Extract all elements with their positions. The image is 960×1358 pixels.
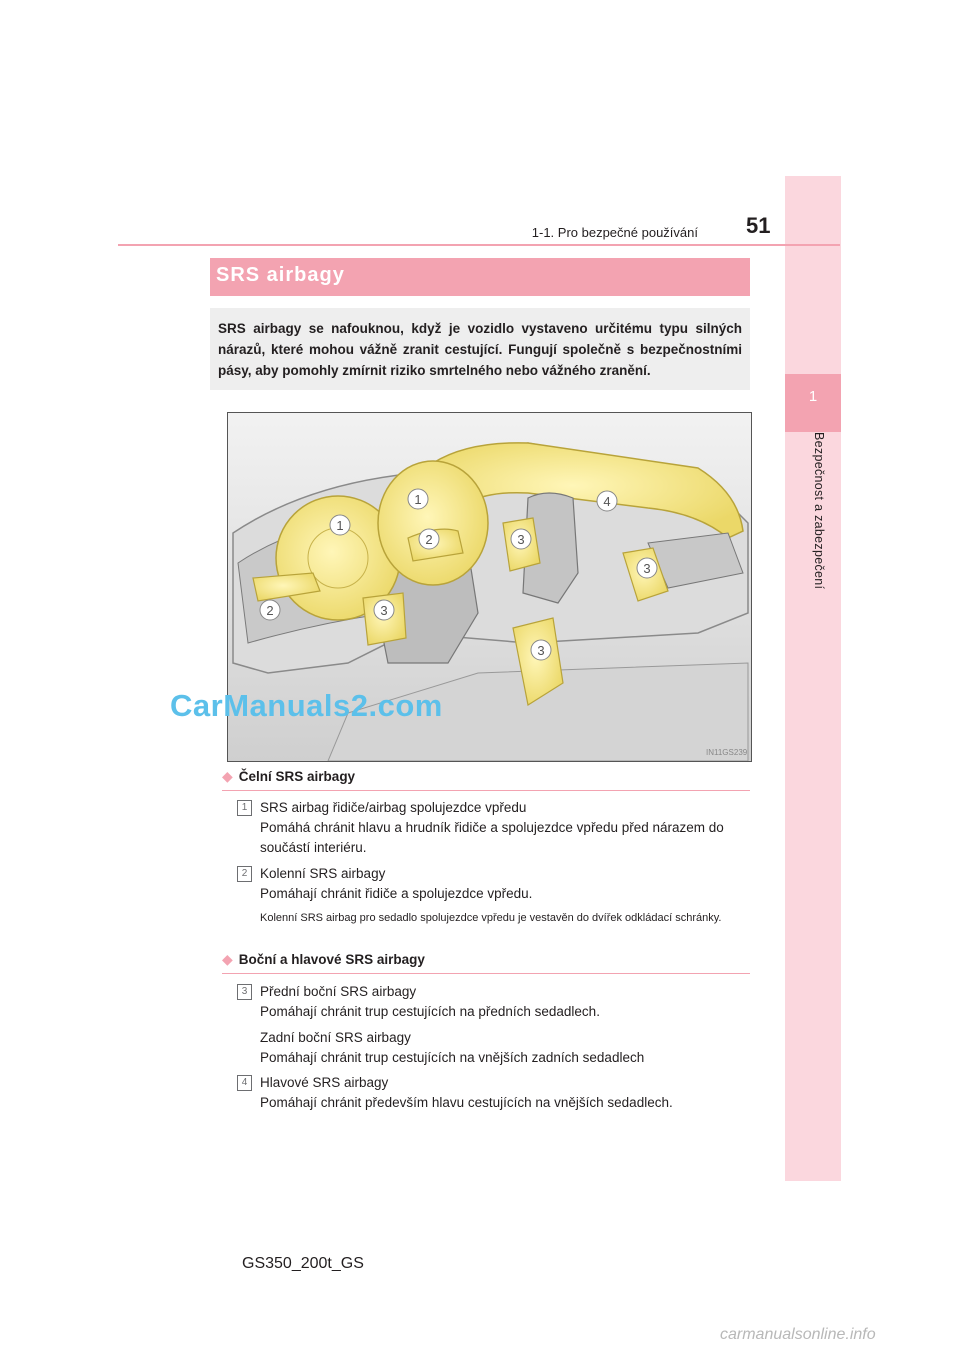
item-title: Kolenní SRS airbagy — [260, 866, 386, 881]
callout-label: 1 — [414, 492, 422, 507]
callout-label: 1 — [336, 518, 344, 533]
section-divider — [222, 973, 750, 974]
header-section-title: 1-1. Pro bezpečné používání — [531, 225, 698, 240]
list-item — [260, 982, 750, 1068]
section-title-bar — [210, 258, 750, 296]
watermark: CarManuals2.com — [170, 688, 443, 723]
item-title: Přední boční SRS airbagy — [260, 984, 417, 999]
item-description: Pomáhají chránit řidiče a spolujezdce vpředu. — [260, 886, 533, 901]
section-divider — [222, 790, 750, 791]
illustration-code: IN11GS239 — [706, 748, 748, 757]
callout-label: 3 — [380, 603, 388, 618]
passenger-airbag-shape — [378, 461, 488, 585]
chapter-number: 1 — [808, 388, 818, 405]
footer-model-code: GS350_200t_GS — [242, 1255, 364, 1272]
item-number-badge: 4 — [237, 1075, 252, 1091]
callout-label: 4 — [603, 494, 611, 509]
list-item — [260, 864, 750, 904]
site-watermark[interactable]: carmanualsonline.info — [720, 1326, 876, 1343]
item-description: Pomáhají chránit především hlavu cestujících na vnějších sedadlech. — [260, 1095, 673, 1110]
callout-label: 2 — [425, 532, 433, 547]
section-title: SRS airbagy — [216, 264, 345, 286]
item-title: Hlavové SRS airbagy — [260, 1075, 389, 1090]
chapter-title: Bezpečnost a zabezpečení — [812, 432, 826, 590]
section-heading-side — [222, 951, 425, 968]
diamond-icon: ◆ — [222, 768, 233, 784]
section-heading-text: Boční a hlavové SRS airbagy — [238, 952, 425, 967]
page-number: 51 — [746, 213, 771, 238]
callout-label: 2 — [266, 603, 274, 618]
item-title: Zadní boční SRS airbagy — [260, 1030, 411, 1045]
item-number-badge: 1 — [237, 800, 252, 816]
diamond-icon: ◆ — [222, 951, 233, 967]
section-heading-front — [222, 768, 355, 785]
item-description: Pomáhají chránit trup cestujících na předních sedadlech. — [260, 1004, 600, 1019]
chapter-side-strip — [785, 176, 841, 1181]
callout-label: 3 — [537, 643, 545, 658]
item-number-badge: 2 — [237, 866, 252, 882]
callout-label: 3 — [517, 532, 525, 547]
item-note: Kolenní SRS airbag pro sedadlo spolujezdce vpředu je vestavěn do dvířek odkládací schránky. — [260, 912, 722, 924]
list-item — [260, 798, 750, 858]
list-item — [260, 1073, 750, 1113]
section-heading-text: Čelní SRS airbagy — [238, 769, 356, 784]
header-divider — [118, 244, 840, 246]
callout-label: 3 — [643, 561, 651, 576]
item-title: SRS airbag řidiče/airbag spolujezdce vpředu — [260, 800, 527, 815]
intro-box: SRS airbagy se nafouknou, když je vozidlo vystaveno určitému typu silných nárazů, které mohou vážně zranit cestující. Fungují společně s bezpečnostními pásy, aby pomohly zmírnit riziko smrtelného nebo vážného zranění. — [210, 308, 750, 390]
item-number-badge: 3 — [237, 984, 252, 1000]
item-description: Pomáhají chránit trup cestujících na vnějších zadních sedadlech — [260, 1050, 645, 1065]
item-description: Pomáhá chránit hlavu a hrudník řidiče a spolujezdce vpředu před nárazem do součástí interiéru. — [260, 820, 724, 855]
